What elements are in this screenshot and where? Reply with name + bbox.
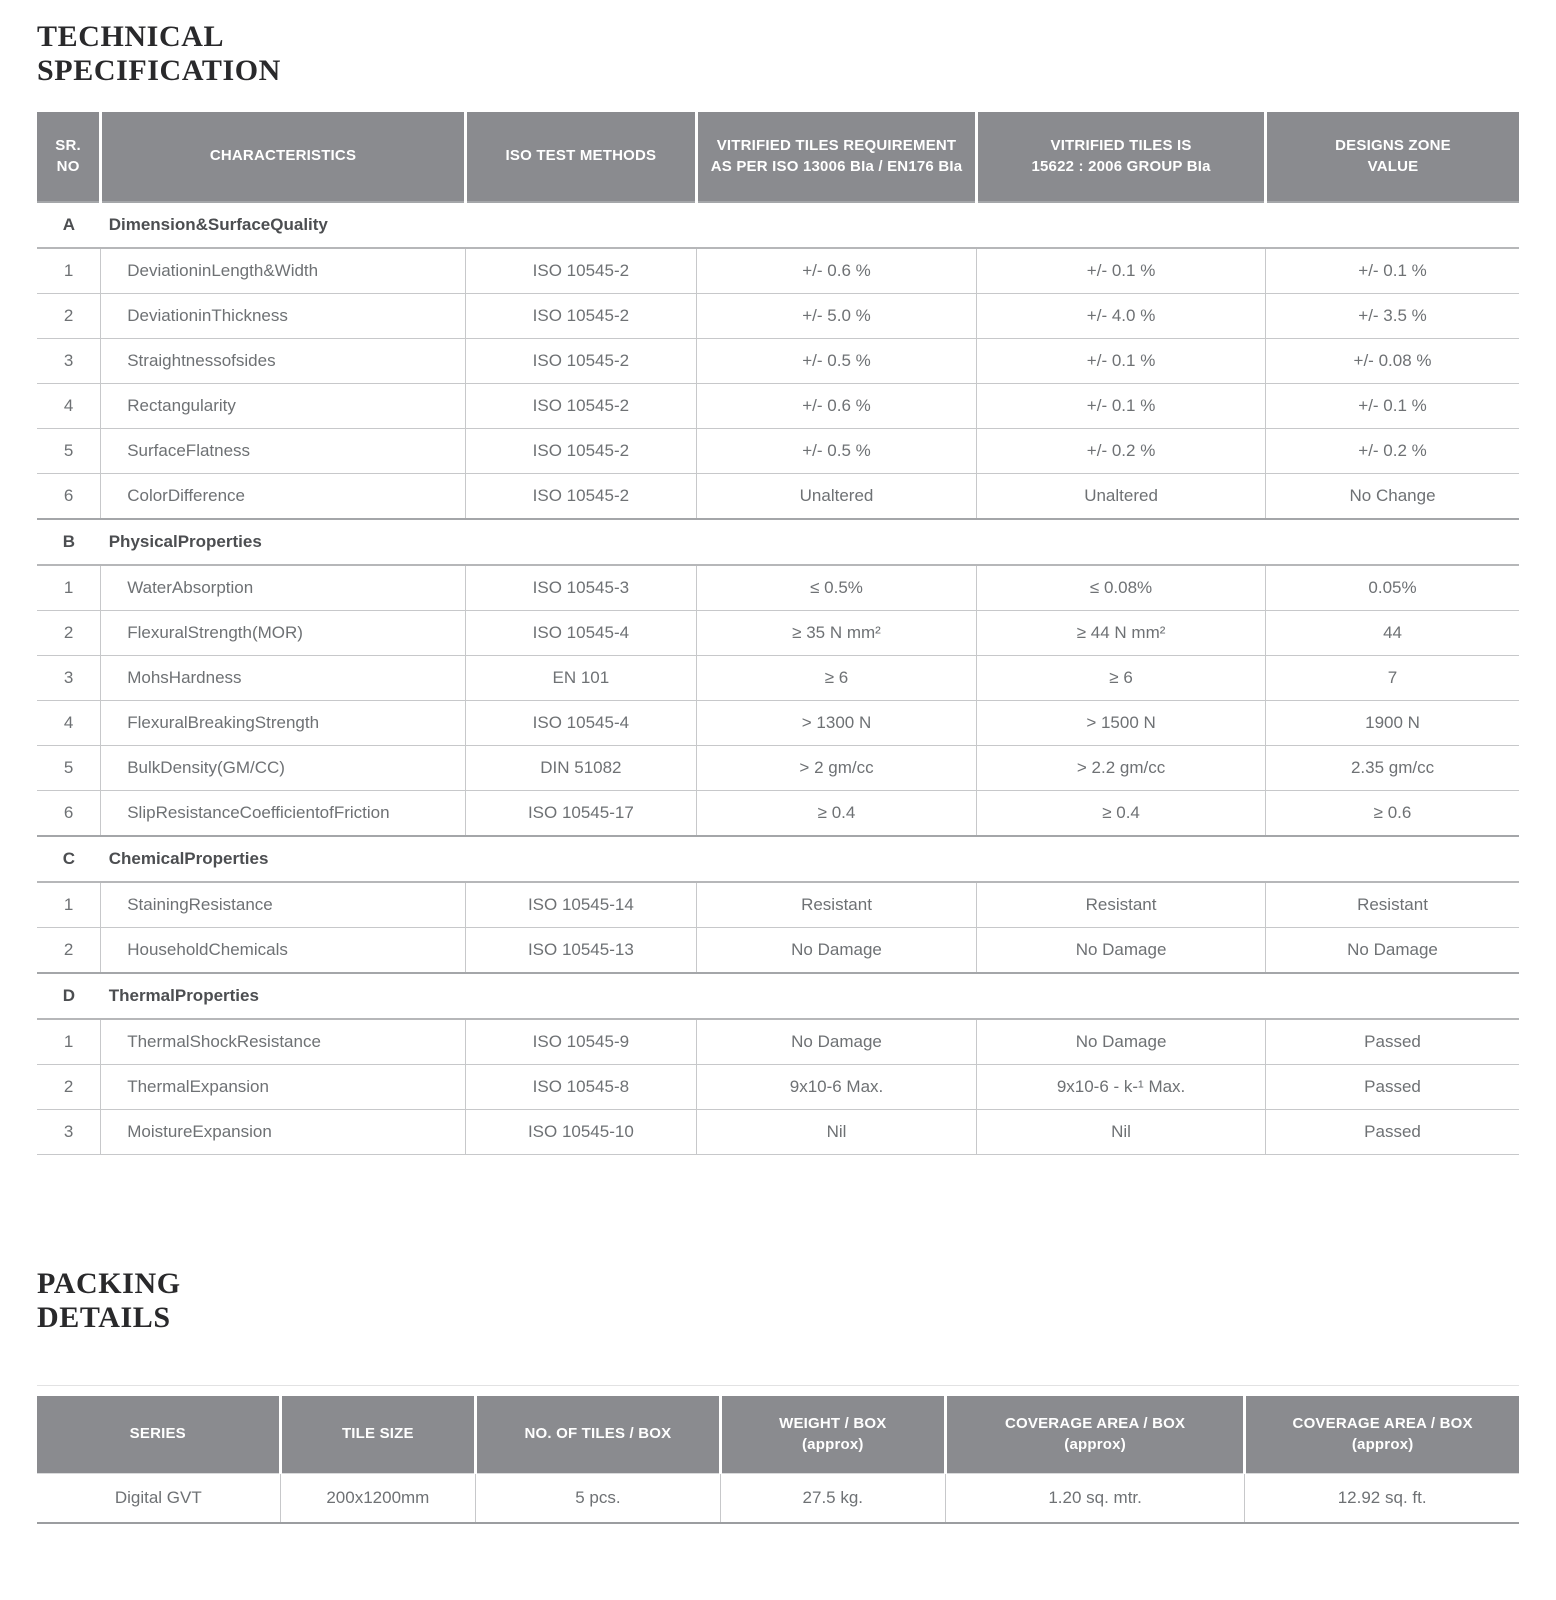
cell-characteristic: MoistureExpansion [101, 1109, 466, 1154]
cell-iso-method: ISO 10545-17 [465, 790, 696, 836]
cell-sr-no: 1 [37, 248, 101, 294]
cell-iso-method: ISO 10545-13 [465, 927, 696, 973]
cell-is-group-value: No Damage [977, 927, 1266, 973]
cell-is-group-value: Resistant [977, 882, 1266, 928]
cell-is-group-value: +/- 0.1 % [977, 248, 1266, 294]
header-vitrified-is-group: VITRIFIED TILES IS 15622 : 2006 GROUP BIa [977, 112, 1266, 202]
cell-is-group-value: > 2.2 gm/cc [977, 745, 1266, 790]
cell-sr-no: 1 [37, 1019, 101, 1065]
cell-requirement-value: No Damage [696, 1019, 976, 1065]
header-weight-per-box: WEIGHT / BOX (approx) [720, 1396, 945, 1474]
cell-iso-method: EN 101 [465, 655, 696, 700]
spec-data-row [37, 927, 1519, 973]
cell-requirement-value: +/- 0.5 % [696, 428, 976, 473]
packing-table-header [37, 1396, 1519, 1474]
cell-zone-value: 7 [1266, 655, 1519, 700]
cell-sr-no: 4 [37, 383, 101, 428]
spec-data-row [37, 1019, 1519, 1065]
spec-data-row [37, 610, 1519, 655]
cell-requirement-value: Nil [696, 1109, 976, 1154]
cell-is-group-value: +/- 0.2 % [977, 428, 1266, 473]
cell-zone-value: Passed [1266, 1109, 1519, 1154]
cell-iso-method: ISO 10545-4 [465, 700, 696, 745]
spec-data-row [37, 248, 1519, 294]
cell-characteristic: FlexuralBreakingStrength [101, 700, 466, 745]
header-coverage-area-ft: COVERAGE AREA / BOX (approx) [1245, 1396, 1519, 1474]
cell-zone-value: +/- 3.5 % [1266, 293, 1519, 338]
section-letter: D [37, 973, 101, 1019]
header-designs-zone-value: DESIGNS ZONE VALUE [1266, 112, 1519, 202]
cell-sr-no: 2 [37, 293, 101, 338]
cell-requirement-value: +/- 5.0 % [696, 293, 976, 338]
cell-zone-value: 1900 N [1266, 700, 1519, 745]
cell-iso-method: ISO 10545-2 [465, 428, 696, 473]
cell-is-group-value: ≥ 0.4 [977, 790, 1266, 836]
cell-sr-no: 2 [37, 610, 101, 655]
cell-sr-no: 5 [37, 428, 101, 473]
header-tiles-per-box: NO. OF TILES / BOX [476, 1396, 721, 1474]
cell-zone-value: 2.35 gm/cc [1266, 745, 1519, 790]
spec-data-row [37, 1109, 1519, 1154]
cell-sr-no: 1 [37, 882, 101, 928]
spec-data-row [37, 338, 1519, 383]
cell-iso-method: ISO 10545-3 [465, 565, 696, 611]
header-characteristics: CHARACTERISTICS [101, 112, 466, 202]
cell-zone-value: +/- 0.1 % [1266, 383, 1519, 428]
packing-details-title: PACKING DETAILS [37, 1266, 181, 1334]
cell-characteristic: Straightnessofsides [101, 338, 466, 383]
cell-zone-value: Resistant [1266, 882, 1519, 928]
spec-table-body [37, 202, 1519, 1155]
packing-data-row [37, 1474, 1519, 1524]
cell-characteristic: SlipResistanceCoefficientofFriction [101, 790, 466, 836]
packing-table-body [37, 1474, 1519, 1524]
cell-requirement-value: ≤ 0.5% [696, 565, 976, 611]
cell-is-group-value: ≥ 44 N mm² [977, 610, 1266, 655]
cell-characteristic: HouseholdChemicals [101, 927, 466, 973]
spec-section-row [37, 973, 1519, 1019]
cell-coverage-area-mtr: 1.20 sq. mtr. [945, 1474, 1244, 1524]
cell-iso-method: ISO 10545-9 [465, 1019, 696, 1065]
cell-requirement-value: No Damage [696, 927, 976, 973]
cell-zone-value: No Change [1266, 473, 1519, 519]
cell-sr-no: 3 [37, 338, 101, 383]
cell-characteristic: ThermalShockResistance [101, 1019, 466, 1065]
cell-characteristic: SurfaceFlatness [101, 428, 466, 473]
cell-characteristic: BulkDensity(GM/CC) [101, 745, 466, 790]
spec-data-row [37, 383, 1519, 428]
cell-characteristic: DeviationinLength&Width [101, 248, 466, 294]
cell-sr-no: 2 [37, 927, 101, 973]
cell-requirement-value: Resistant [696, 882, 976, 928]
cell-is-group-value: +/- 4.0 % [977, 293, 1266, 338]
header-sr-no: SR. NO [37, 112, 101, 202]
spec-data-row [37, 565, 1519, 611]
cell-iso-method: ISO 10545-2 [465, 338, 696, 383]
spec-data-row [37, 655, 1519, 700]
cell-iso-method: ISO 10545-10 [465, 1109, 696, 1154]
cell-requirement-value: ≥ 6 [696, 655, 976, 700]
cell-zone-value: +/- 0.08 % [1266, 338, 1519, 383]
spec-data-row [37, 745, 1519, 790]
spec-data-row [37, 473, 1519, 519]
spec-data-row [37, 700, 1519, 745]
section-title: Dimension&SurfaceQuality [101, 202, 1519, 248]
section-letter: C [37, 836, 101, 882]
cell-sr-no: 6 [37, 790, 101, 836]
cell-sr-no: 6 [37, 473, 101, 519]
cell-is-group-value: Unaltered [977, 473, 1266, 519]
cell-characteristic: MohsHardness [101, 655, 466, 700]
cell-is-group-value: No Damage [977, 1019, 1266, 1065]
cell-characteristic: StainingResistance [101, 882, 466, 928]
cell-characteristic: ThermalExpansion [101, 1064, 466, 1109]
cell-requirement-value: 9x10-6 Max. [696, 1064, 976, 1109]
cell-iso-method: DIN 51082 [465, 745, 696, 790]
cell-iso-method: ISO 10545-2 [465, 473, 696, 519]
packing-table-container [37, 1385, 1519, 1525]
section-letter: A [37, 202, 101, 248]
cell-is-group-value: ≤ 0.08% [977, 565, 1266, 611]
cell-is-group-value: +/- 0.1 % [977, 338, 1266, 383]
packing-details-table [37, 1396, 1519, 1525]
cell-sr-no: 5 [37, 745, 101, 790]
cell-zone-value: 44 [1266, 610, 1519, 655]
spec-data-row [37, 293, 1519, 338]
section-letter: B [37, 519, 101, 565]
cell-characteristic: FlexuralStrength(MOR) [101, 610, 466, 655]
technical-specification-title: TECHNICAL SPECIFICATION [37, 20, 281, 87]
cell-zone-value: No Damage [1266, 927, 1519, 973]
spec-section-row [37, 836, 1519, 882]
cell-requirement-value: +/- 0.6 % [696, 383, 976, 428]
spec-data-row [37, 1064, 1519, 1109]
cell-requirement-value: +/- 0.5 % [696, 338, 976, 383]
cell-is-group-value: ≥ 6 [977, 655, 1266, 700]
cell-series: Digital GVT [37, 1474, 280, 1524]
cell-requirement-value: ≥ 35 N mm² [696, 610, 976, 655]
header-series: SERIES [37, 1396, 280, 1474]
cell-iso-method: ISO 10545-14 [465, 882, 696, 928]
cell-requirement-value: +/- 0.6 % [696, 248, 976, 294]
section-title: PhysicalProperties [101, 519, 1519, 565]
cell-sr-no: 3 [37, 655, 101, 700]
cell-requirement-value: Unaltered [696, 473, 976, 519]
cell-characteristic: DeviationinThickness [101, 293, 466, 338]
cell-is-group-value: 9x10-6 - k-¹ Max. [977, 1064, 1266, 1109]
spec-data-row [37, 428, 1519, 473]
cell-characteristic: Rectangularity [101, 383, 466, 428]
cell-sr-no: 3 [37, 1109, 101, 1154]
cell-sr-no: 2 [37, 1064, 101, 1109]
cell-requirement-value: > 2 gm/cc [696, 745, 976, 790]
cell-requirement-value: > 1300 N [696, 700, 976, 745]
cell-iso-method: ISO 10545-2 [465, 293, 696, 338]
cell-iso-method: ISO 10545-2 [465, 383, 696, 428]
cell-sr-no: 1 [37, 565, 101, 611]
header-iso-test-methods: ISO TEST METHODS [465, 112, 696, 202]
header-coverage-area-mtr: COVERAGE AREA / BOX (approx) [945, 1396, 1244, 1474]
cell-characteristic: ColorDifference [101, 473, 466, 519]
cell-zone-value: +/- 0.1 % [1266, 248, 1519, 294]
cell-is-group-value: > 1500 N [977, 700, 1266, 745]
header-vitrified-requirement: VITRIFIED TILES REQUIREMENT AS PER ISO 13006 BIa / EN176 BIa [696, 112, 976, 202]
technical-specification-table [37, 112, 1519, 1155]
section-title: ChemicalProperties [101, 836, 1519, 882]
cell-tile-size: 200x1200mm [280, 1474, 476, 1524]
spec-section-row [37, 202, 1519, 248]
cell-tiles-per-box: 5 pcs. [476, 1474, 721, 1524]
cell-iso-method: ISO 10545-8 [465, 1064, 696, 1109]
spec-table-header [37, 112, 1519, 202]
cell-coverage-area-ft: 12.92 sq. ft. [1245, 1474, 1519, 1524]
cell-weight-per-box: 27.5 kg. [720, 1474, 945, 1524]
cell-is-group-value: +/- 0.1 % [977, 383, 1266, 428]
spec-data-row [37, 882, 1519, 928]
cell-zone-value: ≥ 0.6 [1266, 790, 1519, 836]
cell-zone-value: +/- 0.2 % [1266, 428, 1519, 473]
cell-sr-no: 4 [37, 700, 101, 745]
cell-zone-value: 0.05% [1266, 565, 1519, 611]
section-title: ThermalProperties [101, 973, 1519, 1019]
header-tile-size: TILE SIZE [280, 1396, 476, 1474]
cell-characteristic: WaterAbsorption [101, 565, 466, 611]
cell-iso-method: ISO 10545-2 [465, 248, 696, 294]
spec-section-row [37, 519, 1519, 565]
spec-data-row [37, 790, 1519, 836]
cell-requirement-value: ≥ 0.4 [696, 790, 976, 836]
cell-zone-value: Passed [1266, 1019, 1519, 1065]
cell-zone-value: Passed [1266, 1064, 1519, 1109]
cell-is-group-value: Nil [977, 1109, 1266, 1154]
cell-iso-method: ISO 10545-4 [465, 610, 696, 655]
